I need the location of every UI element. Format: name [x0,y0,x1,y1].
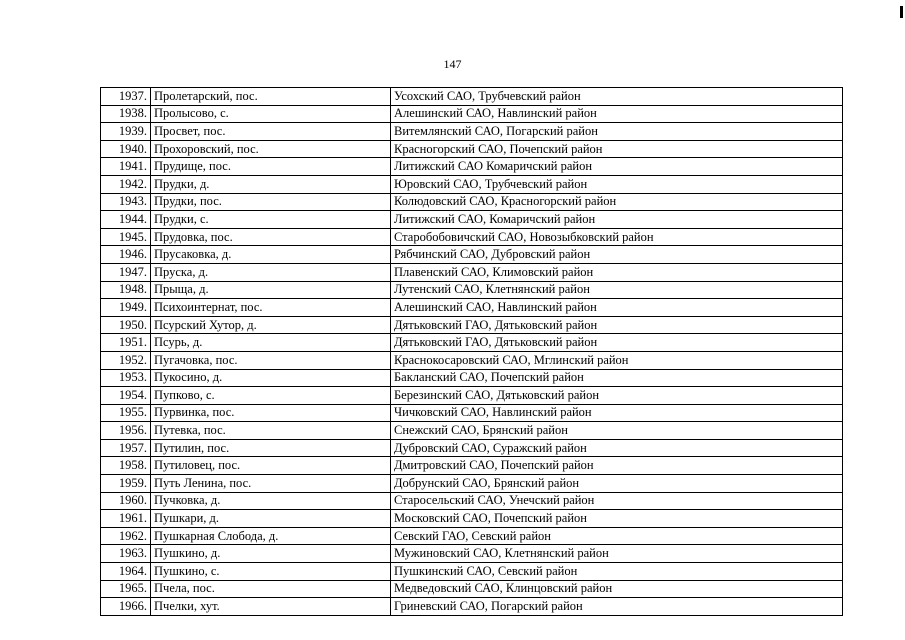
settlement-name-cell: Путиловец, пос. [151,457,391,475]
row-number-cell: 1951. [101,334,151,352]
table-row [101,545,843,563]
settlement-name-cell: Пушкино, с. [151,563,391,581]
row-number-cell: 1955. [101,404,151,422]
row-number-cell: 1942. [101,175,151,193]
table-row [101,193,843,211]
table-row [101,422,843,440]
settlement-name-cell: Пушкино, д. [151,545,391,563]
administrative-unit-cell: Чичковский САО, Навлинский район [391,404,843,422]
settlement-name-cell: Прудище, пос. [151,158,391,176]
administrative-unit-cell: Усохский САО, Трубчевский район [391,88,843,106]
administrative-unit-cell: Юровский САО, Трубчевский район [391,175,843,193]
row-number-cell: 1957. [101,439,151,457]
table-row [101,527,843,545]
table-row [101,211,843,229]
row-number-cell: 1946. [101,246,151,264]
table-row [101,334,843,352]
row-number-cell: 1948. [101,281,151,299]
administrative-unit-cell: Краснокосаровский САО, Мглинский район [391,351,843,369]
settlement-table [100,87,843,616]
administrative-unit-cell: Алешинский САО, Навлинский район [391,299,843,317]
row-number-cell: 1959. [101,475,151,493]
administrative-unit-cell: Березинский САО, Дятьковский район [391,387,843,405]
table-row [101,439,843,457]
page-number: 147 [443,57,462,71]
settlement-name-cell: Пупково, с. [151,387,391,405]
row-number-cell: 1966. [101,598,151,616]
settlement-name-cell: Пчелки, хут. [151,598,391,616]
table-row [101,175,843,193]
table-row [101,263,843,281]
administrative-unit-cell: Мужиновский САО, Клетнянский район [391,545,843,563]
settlement-name-cell: Псурский Хутор, д. [151,316,391,334]
administrative-unit-cell: Севский ГАО, Севский район [391,527,843,545]
settlement-name-cell: Путилин, пос. [151,439,391,457]
row-number-cell: 1961. [101,510,151,528]
page-edge-mark [900,6,903,18]
table-row [101,123,843,141]
administrative-unit-cell: Литижский САО, Комаричский район [391,211,843,229]
table-row [101,457,843,475]
row-number-cell: 1958. [101,457,151,475]
row-number-cell: 1960. [101,492,151,510]
row-number-cell: 1952. [101,351,151,369]
settlement-name-cell: Путевка, пос. [151,422,391,440]
settlement-name-cell: Пукосино, д. [151,369,391,387]
row-number-cell: 1965. [101,580,151,598]
administrative-unit-cell: Лутенский САО, Клетнянский район [391,281,843,299]
settlement-name-cell: Пугачовка, пос. [151,351,391,369]
row-number-cell: 1941. [101,158,151,176]
table-row [101,598,843,616]
table-row [101,475,843,493]
settlement-name-cell: Пруска, д. [151,263,391,281]
settlement-name-cell: Пролетарский, пос. [151,88,391,106]
administrative-unit-cell: Бакланский САО, Почепский район [391,369,843,387]
settlement-name-cell: Пушкари, д. [151,510,391,528]
table-row [101,158,843,176]
table-row [101,580,843,598]
settlement-name-cell: Псурь, д. [151,334,391,352]
table-row [101,105,843,123]
table-row [101,510,843,528]
administrative-unit-cell: Дятьковский ГАО, Дятьковский район [391,334,843,352]
settlement-name-cell: Прохоровский, пос. [151,140,391,158]
row-number-cell: 1950. [101,316,151,334]
table-row [101,316,843,334]
table-row [101,563,843,581]
row-number-cell: 1943. [101,193,151,211]
settlement-name-cell: Пучковка, д. [151,492,391,510]
administrative-unit-cell: Колюдовский САО, Красногорский район [391,193,843,211]
administrative-unit-cell: Добрунский САО, Брянский район [391,475,843,493]
row-number-cell: 1947. [101,263,151,281]
table-row [101,492,843,510]
administrative-unit-cell: Дятьковский ГАО, Дятьковский район [391,316,843,334]
settlement-name-cell: Просвет, пос. [151,123,391,141]
table-row [101,351,843,369]
settlement-name-cell: Психоинтернат, пос. [151,299,391,317]
administrative-unit-cell: Снежский САО, Брянский район [391,422,843,440]
settlement-name-cell: Пролысово, с. [151,105,391,123]
administrative-unit-cell: Старобобовичский САО, Новозыбковский район [391,228,843,246]
settlement-name-cell: Прудки, с. [151,211,391,229]
administrative-unit-cell: Медведовский САО, Клинцовский район [391,580,843,598]
administrative-unit-cell: Дубровский САО, Суражский район [391,439,843,457]
administrative-unit-cell: Старосельский САО, Унечский район [391,492,843,510]
settlement-name-cell: Пушкарная Слобода, д. [151,527,391,545]
administrative-unit-cell: Дмитровский САО, Почепский район [391,457,843,475]
table-row [101,299,843,317]
row-number-cell: 1962. [101,527,151,545]
settlement-name-cell: Пурвинка, пос. [151,404,391,422]
settlement-name-cell: Прудовка, пос. [151,228,391,246]
table-row [101,246,843,264]
administrative-unit-cell: Алешинский САО, Навлинский район [391,105,843,123]
administrative-unit-cell: Плавенский САО, Климовский район [391,263,843,281]
row-number-cell: 1944. [101,211,151,229]
settlement-name-cell: Путь Ленина, пос. [151,475,391,493]
administrative-unit-cell: Пушкинский САО, Севский район [391,563,843,581]
row-number-cell: 1963. [101,545,151,563]
row-number-cell: 1954. [101,387,151,405]
settlement-table-body [101,88,843,616]
row-number-cell: 1939. [101,123,151,141]
administrative-unit-cell: Гриневский САО, Погарский район [391,598,843,616]
table-row [101,369,843,387]
settlement-name-cell: Пчела, пос. [151,580,391,598]
table-row [101,228,843,246]
row-number-cell: 1937. [101,88,151,106]
settlement-name-cell: Прудки, д. [151,175,391,193]
row-number-cell: 1940. [101,140,151,158]
table-row [101,140,843,158]
administrative-unit-cell: Литижский САО Комаричский район [391,158,843,176]
table-row [101,404,843,422]
table-row [101,88,843,106]
row-number-cell: 1953. [101,369,151,387]
row-number-cell: 1945. [101,228,151,246]
row-number-cell: 1949. [101,299,151,317]
settlement-name-cell: Прыща, д. [151,281,391,299]
row-number-cell: 1964. [101,563,151,581]
settlement-name-cell: Прусаковка, д. [151,246,391,264]
administrative-unit-cell: Витемлянский САО, Погарский район [391,123,843,141]
row-number-cell: 1956. [101,422,151,440]
settlement-name-cell: Прудки, пос. [151,193,391,211]
administrative-unit-cell: Рябчинский САО, Дубровский район [391,246,843,264]
row-number-cell: 1938. [101,105,151,123]
table-row [101,387,843,405]
table-row [101,281,843,299]
administrative-unit-cell: Московский САО, Почепский район [391,510,843,528]
administrative-unit-cell: Красногорский САО, Почепский район [391,140,843,158]
